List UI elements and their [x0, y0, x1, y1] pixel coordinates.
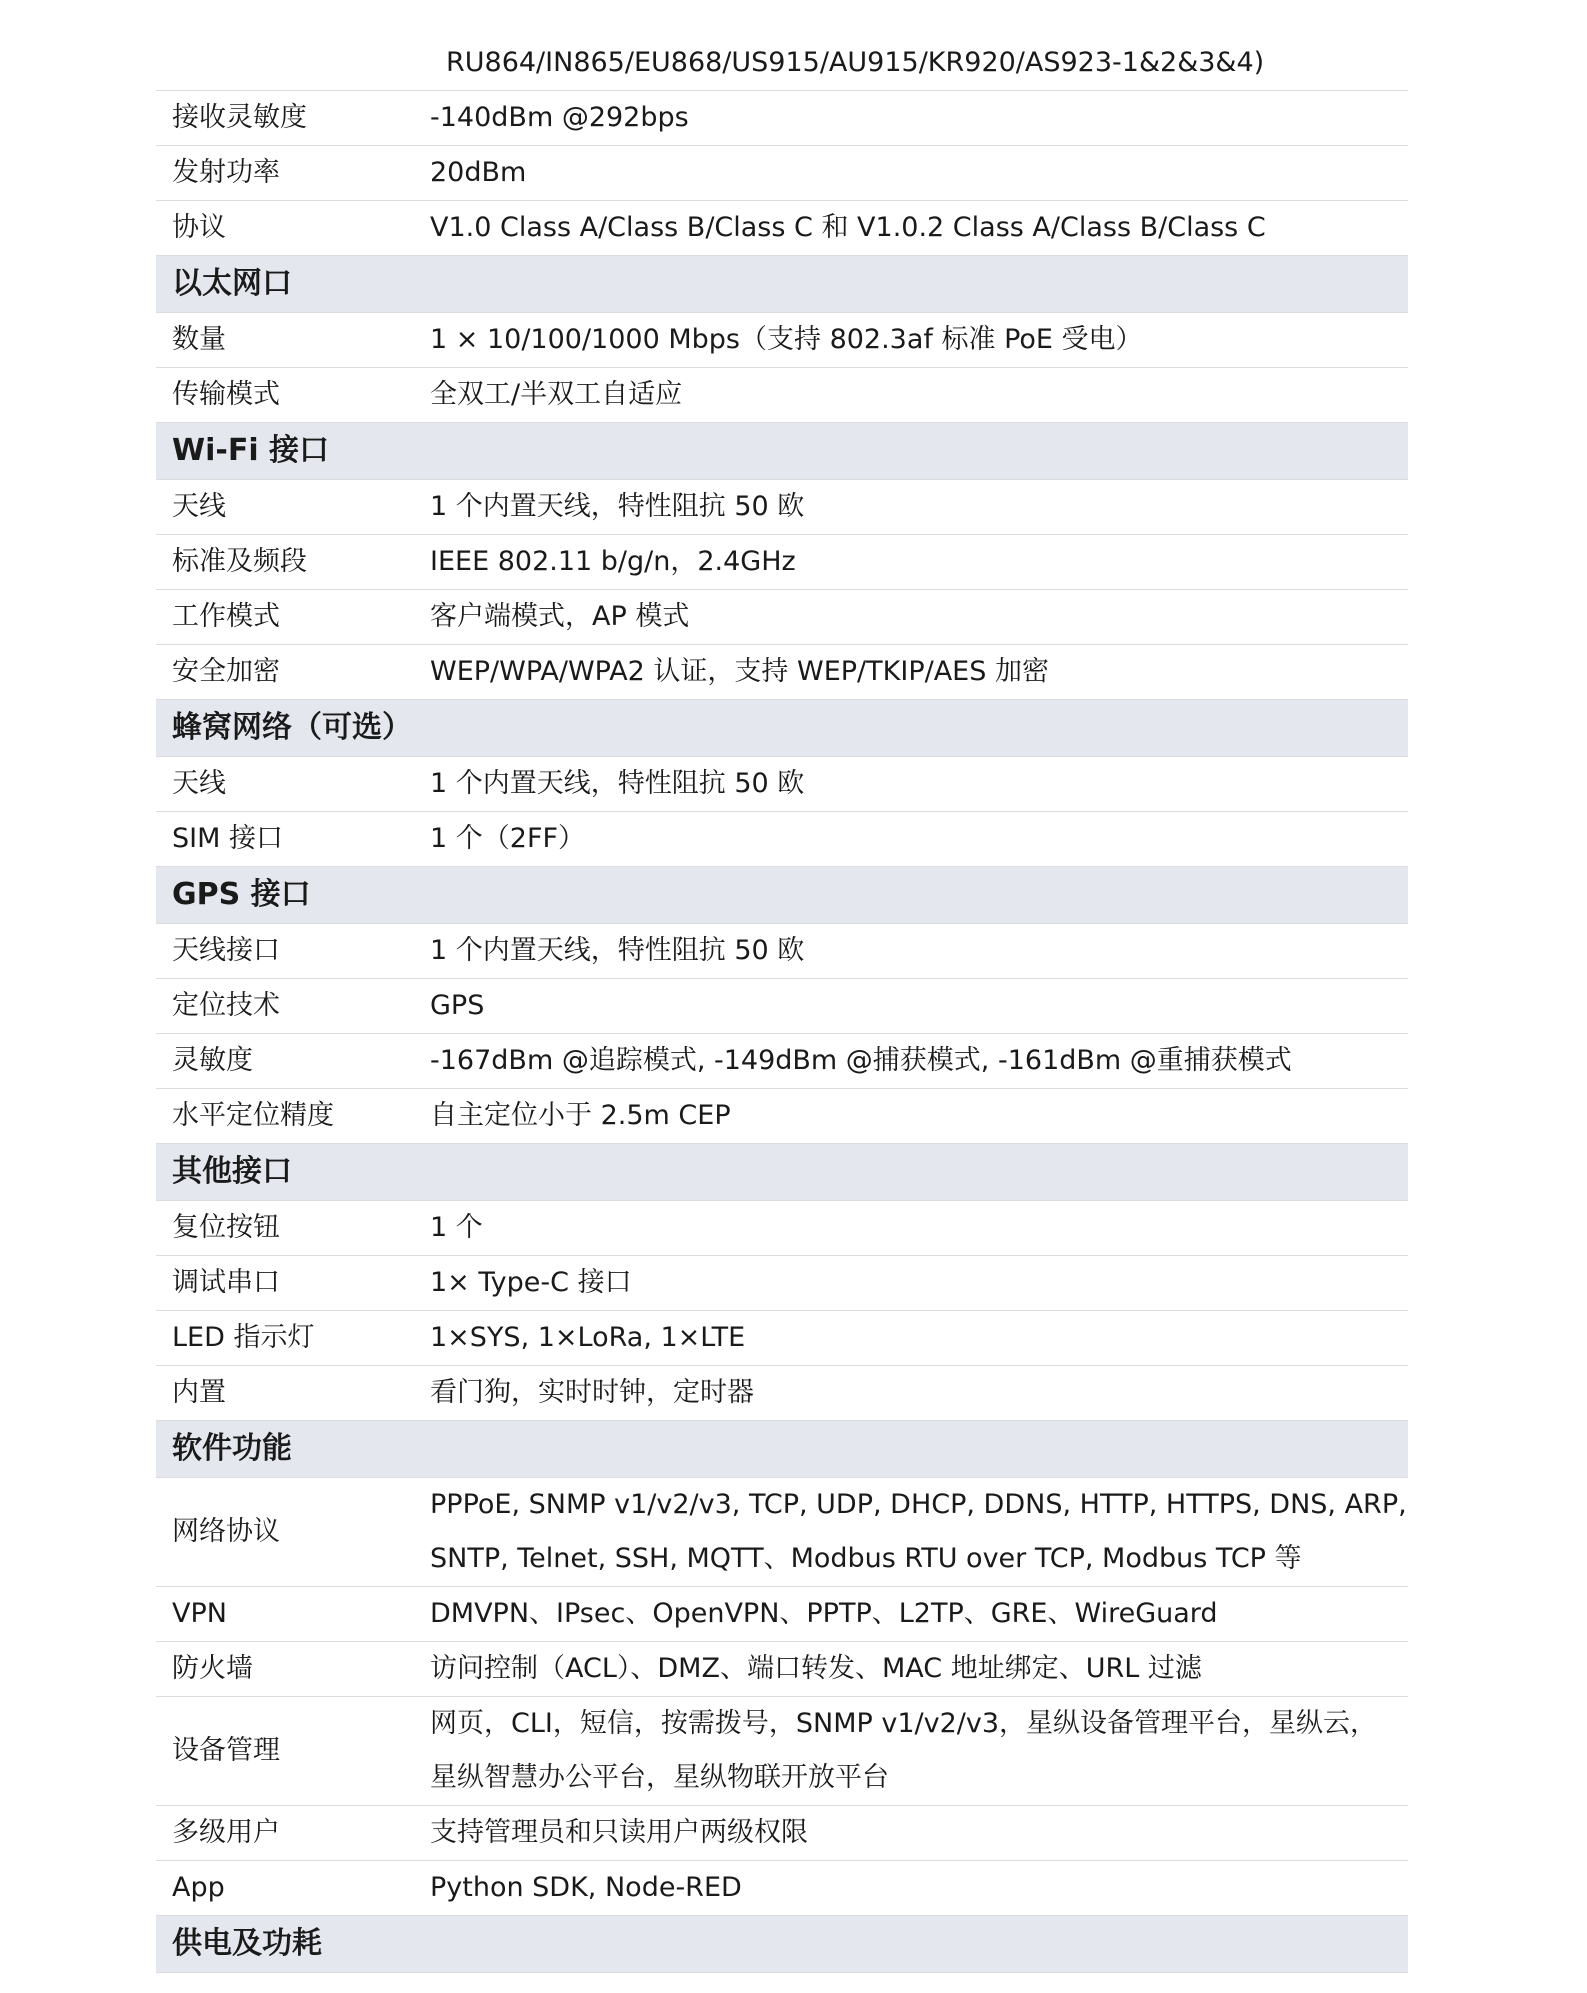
row-label: 水平定位精度: [172, 1100, 334, 1131]
row-value-line: 网页，CLI，短信，按需拨号，SNMP v1/v2/v3，星纵设备管理平台，星纵云，: [430, 1708, 1378, 1739]
row-value: 客户端模式，AP 模式: [430, 601, 690, 632]
row-label: 设备管理: [172, 1735, 280, 1766]
row-label: 天线: [172, 491, 226, 522]
row-value: 访问控制（ACL）、DMZ、端口转发、MAC 地址绑定、URL 过滤: [430, 1653, 1202, 1684]
row-value: Python SDK, Node-RED: [430, 1872, 742, 1903]
spec-row-device-mgmt: [156, 1697, 1408, 1806]
section-cellular: [156, 700, 1408, 757]
row-value: 全双工/半双工自适应: [430, 379, 683, 410]
row-label: 多级用户: [172, 1817, 280, 1848]
row-value: 自主定位小于 2.5m CEP: [430, 1100, 731, 1131]
row-value: 1 × 10/100/1000 Mbps（支持 802.3af 标准 PoE 受电）: [430, 324, 1143, 355]
spec-row-wifi-standard: [156, 535, 1408, 590]
row-value: V1.0 Class A/Class B/Class C 和 V1.0.2 Class A/Class B/Class C: [430, 212, 1266, 243]
row-value-line: PPPoE, SNMP v1/v2/v3, TCP, UDP, DHCP, DDNS, HTTP, HTTPS, DNS, ARP,: [430, 1489, 1407, 1520]
section-title: 其他接口: [172, 1154, 292, 1189]
row-label: 接收灵敏度: [172, 102, 307, 133]
row-label: 协议: [172, 212, 226, 243]
spec-row-gps-accuracy: [156, 1089, 1408, 1144]
row-value: 20dBm: [430, 157, 527, 188]
row-label: 定位技术: [172, 990, 280, 1021]
section-title: 软件功能: [172, 1431, 292, 1466]
section-other: [156, 1144, 1408, 1201]
row-label: VPN: [172, 1598, 227, 1629]
row-value-line: SNTP, Telnet, SSH, MQTT、Modbus RTU over TCP, Modbus TCP 等: [430, 1543, 1302, 1574]
section-title: 蜂窝网络（可选）: [172, 710, 412, 745]
row-label: 调试串口: [172, 1267, 280, 1298]
row-value: 1×SYS, 1×LoRa, 1×LTE: [430, 1322, 746, 1353]
row-value-line: 星纵智慧办公平台，星纵物联开放平台: [430, 1762, 889, 1793]
row-label: 灵敏度: [172, 1045, 253, 1076]
row-value: GPS: [430, 990, 485, 1021]
row-label: 工作模式: [172, 601, 280, 632]
section-wifi: [156, 423, 1408, 480]
spec-row-eth-count: [156, 313, 1408, 368]
row-label: SIM 接口: [172, 823, 283, 854]
row-value: [430, 1697, 1408, 1805]
spec-row-led: [156, 1311, 1408, 1366]
spec-table: [156, 36, 1408, 1973]
row-label: 防火墙: [172, 1653, 253, 1684]
row-value: 1 个内置天线，特性阻抗 50 欧: [430, 768, 805, 799]
spec-row-network-protocol: [156, 1478, 1408, 1587]
spec-row-wifi-antenna: [156, 480, 1408, 535]
spec-row-reset: [156, 1201, 1408, 1256]
row-value: 1 个（2FF）: [430, 823, 585, 854]
row-value: IEEE 802.11 b/g/n，2.4GHz: [430, 546, 796, 577]
continued-row: [156, 36, 1408, 91]
row-label: 标准及频段: [172, 546, 307, 577]
row-label: LED 指示灯: [172, 1322, 315, 1353]
row-label: 网络协议: [172, 1516, 280, 1547]
spec-row-vpn: [156, 1587, 1408, 1642]
row-label: 发射功率: [172, 157, 280, 188]
spec-row-debug-serial: [156, 1256, 1408, 1311]
spec-row-gps-antenna: [156, 924, 1408, 979]
spec-row-multi-user: [156, 1806, 1408, 1861]
row-label: 安全加密: [172, 656, 280, 687]
row-label: 传输模式: [172, 379, 280, 410]
section-title: Wi-Fi 接口: [172, 433, 330, 468]
spec-row-sensitivity: [156, 91, 1408, 146]
row-label: 数量: [172, 324, 226, 355]
spec-row-wifi-mode: [156, 590, 1408, 645]
spec-row-builtin: [156, 1366, 1408, 1421]
row-label: 天线接口: [172, 935, 280, 966]
row-value: -140dBm @292bps: [430, 102, 689, 133]
continued-value: RU864/IN865/EU868/US915/AU915/KR920/AS923-1&2&3&4): [446, 47, 1265, 78]
spec-row-gps-tech: [156, 979, 1408, 1034]
section-title: GPS 接口: [172, 877, 311, 912]
spec-row-firewall: [156, 1642, 1408, 1697]
row-value: WEP/WPA/WPA2 认证，支持 WEP/TKIP/AES 加密: [430, 656, 1049, 687]
row-label: 复位按钮: [172, 1212, 280, 1243]
spec-row-protocol: [156, 201, 1408, 256]
row-label: 天线: [172, 768, 226, 799]
row-label: App: [172, 1872, 225, 1903]
section-power: [156, 1916, 1408, 1973]
section-ethernet: [156, 256, 1408, 313]
spec-row-wifi-security: [156, 645, 1408, 700]
row-label: 内置: [172, 1377, 226, 1408]
row-value: [430, 1478, 1415, 1586]
section-gps: [156, 867, 1408, 924]
section-title: 供电及功耗: [172, 1926, 322, 1961]
row-value: 1 个内置天线，特性阻抗 50 欧: [430, 491, 805, 522]
spec-row-tx-power: [156, 146, 1408, 201]
row-value: 支持管理员和只读用户两级权限: [430, 1817, 808, 1848]
row-value: 看门狗，实时时钟，定时器: [430, 1377, 754, 1408]
section-title: 以太网口: [172, 266, 292, 301]
row-value: 1 个内置天线，特性阻抗 50 欧: [430, 935, 805, 966]
row-value: -167dBm @追踪模式, -149dBm @捕获模式, -161dBm @重捕获模式: [430, 1045, 1292, 1076]
spec-row-app: [156, 1861, 1408, 1916]
row-value: 1 个: [430, 1212, 483, 1243]
spec-row-sim: [156, 812, 1408, 867]
spec-row-eth-mode: [156, 368, 1408, 423]
row-value: 1× Type-C 接口: [430, 1267, 632, 1298]
row-value: DMVPN、IPsec、OpenVPN、PPTP、L2TP、GRE、WireGuard: [430, 1598, 1218, 1629]
spec-row-gps-sensitivity: [156, 1034, 1408, 1089]
section-software: [156, 1421, 1408, 1478]
spec-row-cell-antenna: [156, 757, 1408, 812]
